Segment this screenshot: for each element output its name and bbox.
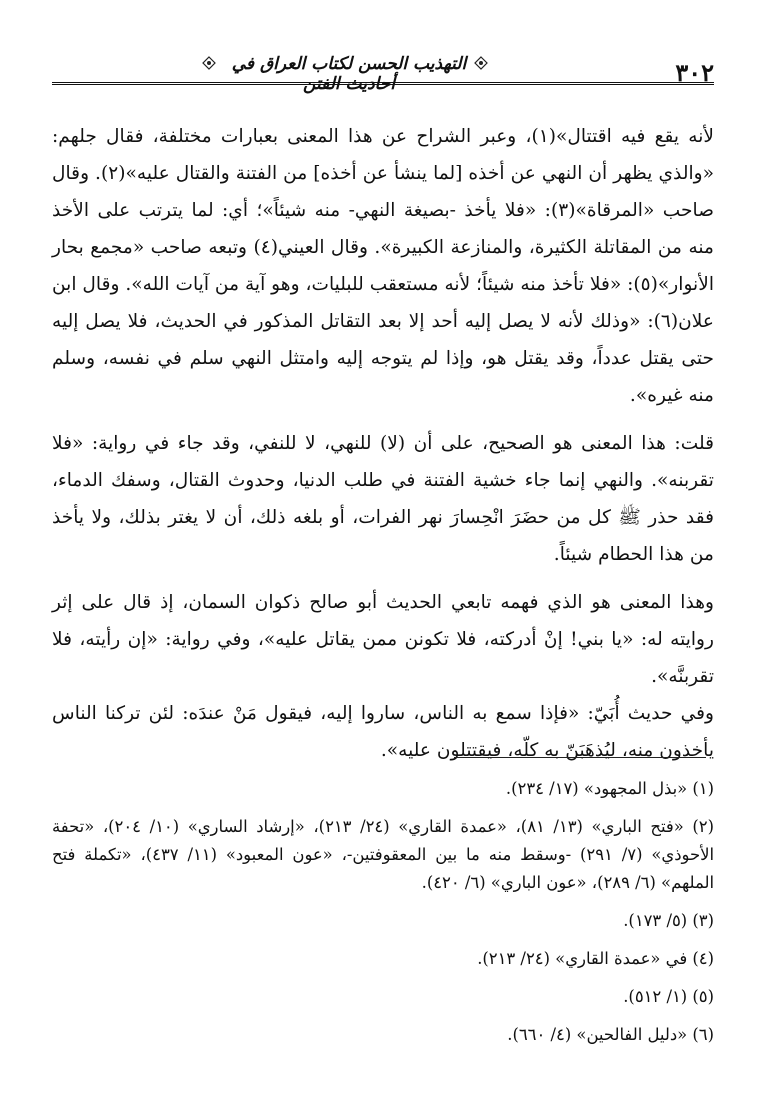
- footnote-separator: [454, 757, 706, 758]
- main-text: [52, 118, 714, 769]
- header-rule: [52, 82, 714, 85]
- page-number: ٣٠٢: [675, 58, 714, 87]
- running-title: التهذيب الحسن لكتاب العراق في أحاديث الفتن: [231, 54, 467, 94]
- footnote: (٢) «فتح الباري» (١٣/ ٨١)، «عمدة القاري» (٢٤/ ٢١٣)، «إرشاد الساري» (١٠/ ٢٠٤)، «تحفة الأحوذي» (٧/ ٢٩١) -وسقط منه ما بين المعقوفتين-، «عون المعبود» (١١/ ٤٣٧)، «تكملة فتح الملهم» (٦/ ٢٨٩)، «عون الباري» (٦/ ٤٢٠).: [52, 817, 714, 892]
- footnote: (١) «بذل المجهود» (١٧/ ٢٣٤).: [505, 779, 714, 798]
- paragraph: وهذا المعنى هو الذي فهمه تابعي الحديث أبو صالح ذكوان السمان، إذ قال على إثر روايته له: «يا بني! إنْ أدركته، فلا تكونن ممن يقاتل عليه»، وفي رواية: «إن رأيته، فلا تقربنَّه».: [52, 592, 714, 687]
- page-header: [52, 50, 714, 94]
- ornament-icon: [202, 56, 216, 70]
- footnote: (٣) (٥/ ١٧٣).: [623, 911, 714, 930]
- paragraph: لأنه يقع فيه اقتتال»(١)، وعبر الشراح عن هذا المعنى بعبارات مختلفة، فقال جلهم: «والذي يظهر أن النهي عن أخذه [لما ينشأ عن أخذه] من الفتنة والقتال عليه»(٢). وقال صاحب «المرقاة»(٣): «فلا يأخذ -بصيغة النهي- منه شيئاً»؛ أي: لما يترتب على الأخذ منه من المقاتلة الكثيرة، والمنازعة الكبيرة». وقال العيني(٤) وتبعه صاحب «مجمع بحار الأنوار»(٥): «فلا تأخذ منه شيئاً؛ لأنه مستعقب للبليات، وهو آية من آيات الله». وقال ابن علان(٦): «وذلك لأنه لا يصل إليه أحد إلا بعد التقاتل المذكور في الحديث، فلا يصل إليه حتى يقتل عدداً، وقد يقتل هو، وإذا لم يتوجه إليه وامتثل النهي سلم في نفسه، وسلم منه غيره».: [52, 126, 715, 406]
- footnote: (٥) (١/ ٥١٢).: [623, 987, 714, 1006]
- footnotes: [52, 775, 714, 1059]
- footnote: (٦) «دليل الفالحين» (٤/ ٦٦٠).: [507, 1025, 714, 1044]
- footnote: (٤) في «عمدة القاري» (٢٤/ ٢١٣).: [477, 949, 714, 968]
- paragraph: وفي حديث أُبَيّ: «فإذا سمع به الناس، ساروا إليه، فيقول مَنْ عندَه: لئن تركنا الناس يأخذون منه، ليُذهَبَنّ به كلّه، فيقتتلون عليه».: [52, 703, 714, 761]
- paragraph: قلت: هذا المعنى هو الصحيح، على أن (لا) للنهي، لا للنفي، وقد جاء في رواية: «فلا تقربنه». والنهي إنما جاء خشية الفتنة في طلب الدنيا، وحدوث القتال، وسفك الدماء، فقد حذر ﷺ كل من حضَرَ انْحِسارَ نهر الفرات، أو بلغه ذلك، أن لا يغتر بذلك، ولا يأخذ من هذا الحطام شيئاً.: [52, 433, 714, 565]
- ornament-icon: [474, 56, 488, 70]
